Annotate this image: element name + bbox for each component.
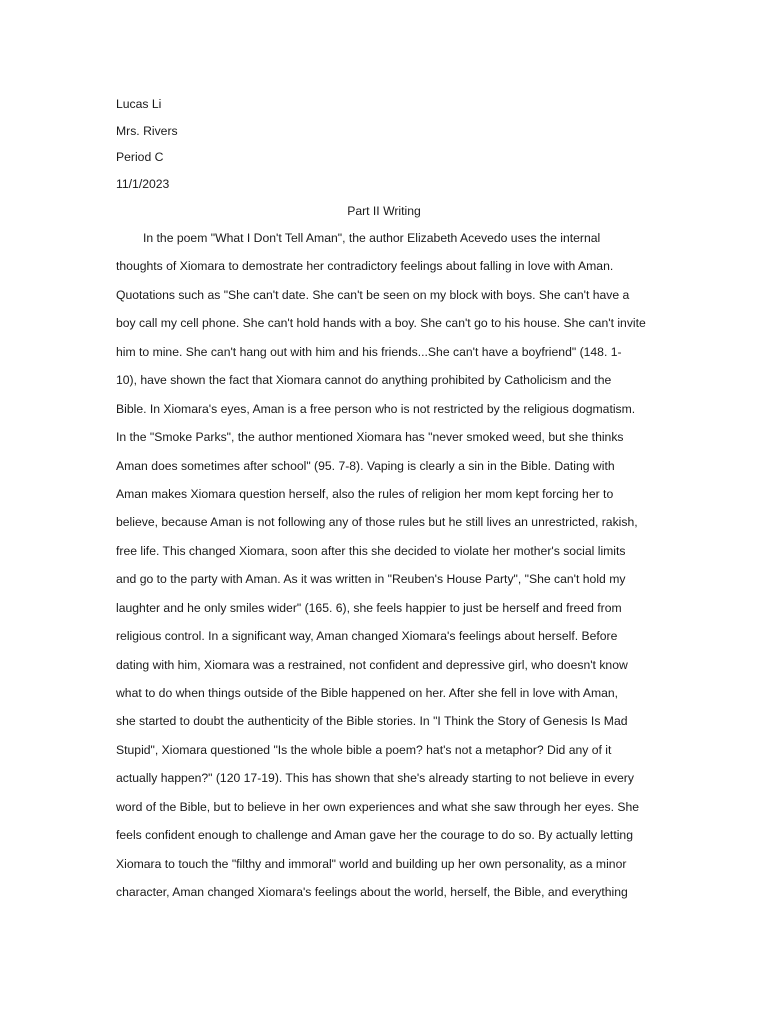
text-line: Xiomara to touch the "filthy and immoral" world and building up her own personality, as a minor	[116, 856, 627, 871]
text-line: actually happen?" (120 17-19). This has shown that she's already starting to not believe in every	[116, 771, 634, 786]
text-line: Bible. In Xiomara's eyes, Aman is a free person who is not restricted by the religious dogmatism.	[116, 401, 636, 416]
essay-paragraph	[116, 229, 652, 912]
text-line: word of the Bible, but to believe in her own experiences and what she saw through her eyes. She	[116, 799, 640, 814]
heading-block	[116, 95, 656, 202]
text-line: In the "Smoke Parks", the author mentioned Xiomara has "never smoked weed, but she thinks	[116, 430, 624, 445]
text-line: religious control. In a significant way, Aman changed Xiomara's feelings about herself. Before	[116, 629, 618, 644]
teacher-name: Mrs. Rivers	[116, 123, 178, 138]
text-line: 10), have shown the fact that Xiomara cannot do anything prohibited by Catholicism and the	[116, 373, 612, 388]
text-line: him to mine. She can't hang out with him and his friends...She can't have a boyfriend" (148. 1-	[116, 344, 622, 359]
text-line: laughter and he only smiles wider" (165. 6), she feels happier to just be herself and freed from	[116, 600, 622, 615]
text-line: character, Aman changed Xiomara's feelings about the world, herself, the Bible, and everything	[116, 885, 628, 900]
class-period: Period C	[116, 150, 164, 165]
text-line: what to do when things outside of the Bible happened on her. After she fell in love with Aman,	[116, 686, 619, 700]
text-line: she started to doubt the authenticity of the Bible stories. In "I Think the Story of Genesis Is Mad	[116, 714, 628, 729]
text-line: Aman makes Xiomara question herself, also the rules of religion her mom kept forcing her to	[116, 486, 614, 501]
text-line: Aman does sometimes after school" (95. 7-8). Vaping is clearly a sin in the Bible. Dating with	[116, 458, 615, 473]
text-line: and go to the party with Aman. As it was written in "Reuben's House Party", "She can't hold my	[116, 572, 626, 587]
student-name: Lucas Li	[116, 97, 162, 111]
text-line: In the poem "What I Don't Tell Aman", the author Elizabeth Acevedo uses the internal	[143, 231, 601, 245]
text-line: believe, because Aman is not following any of those rules but he still lives an unrestricted, rakish,	[116, 515, 638, 530]
text-line: feels confident enough to challenge and Aman gave her the courage to do so. By actually letting	[116, 828, 633, 843]
date: 11/1/2023	[116, 177, 170, 192]
text-line: free life. This changed Xiomara, soon after this she decided to violate her mother's social limits	[116, 543, 626, 558]
text-line: dating with him, Xiomara was a restrained, not confident and depressive girl, who doesn't know	[116, 657, 628, 672]
document-title: Part II Writing	[347, 204, 421, 218]
text-line: boy call my cell phone. She can't hold hands with a boy. She can't go to his house. She can't invite	[116, 316, 646, 331]
text-line: Quotations such as "She can't date. She can't be seen on my block with boys. She can't have a	[116, 287, 630, 302]
text-line: thoughts of Xiomara to demostrate her contradictory feelings about falling in love with Aman.	[116, 259, 614, 274]
text-line: Stupid", Xiomara questioned "Is the whole bible a poem? hat's not a metaphor? Did any of it	[116, 742, 612, 757]
